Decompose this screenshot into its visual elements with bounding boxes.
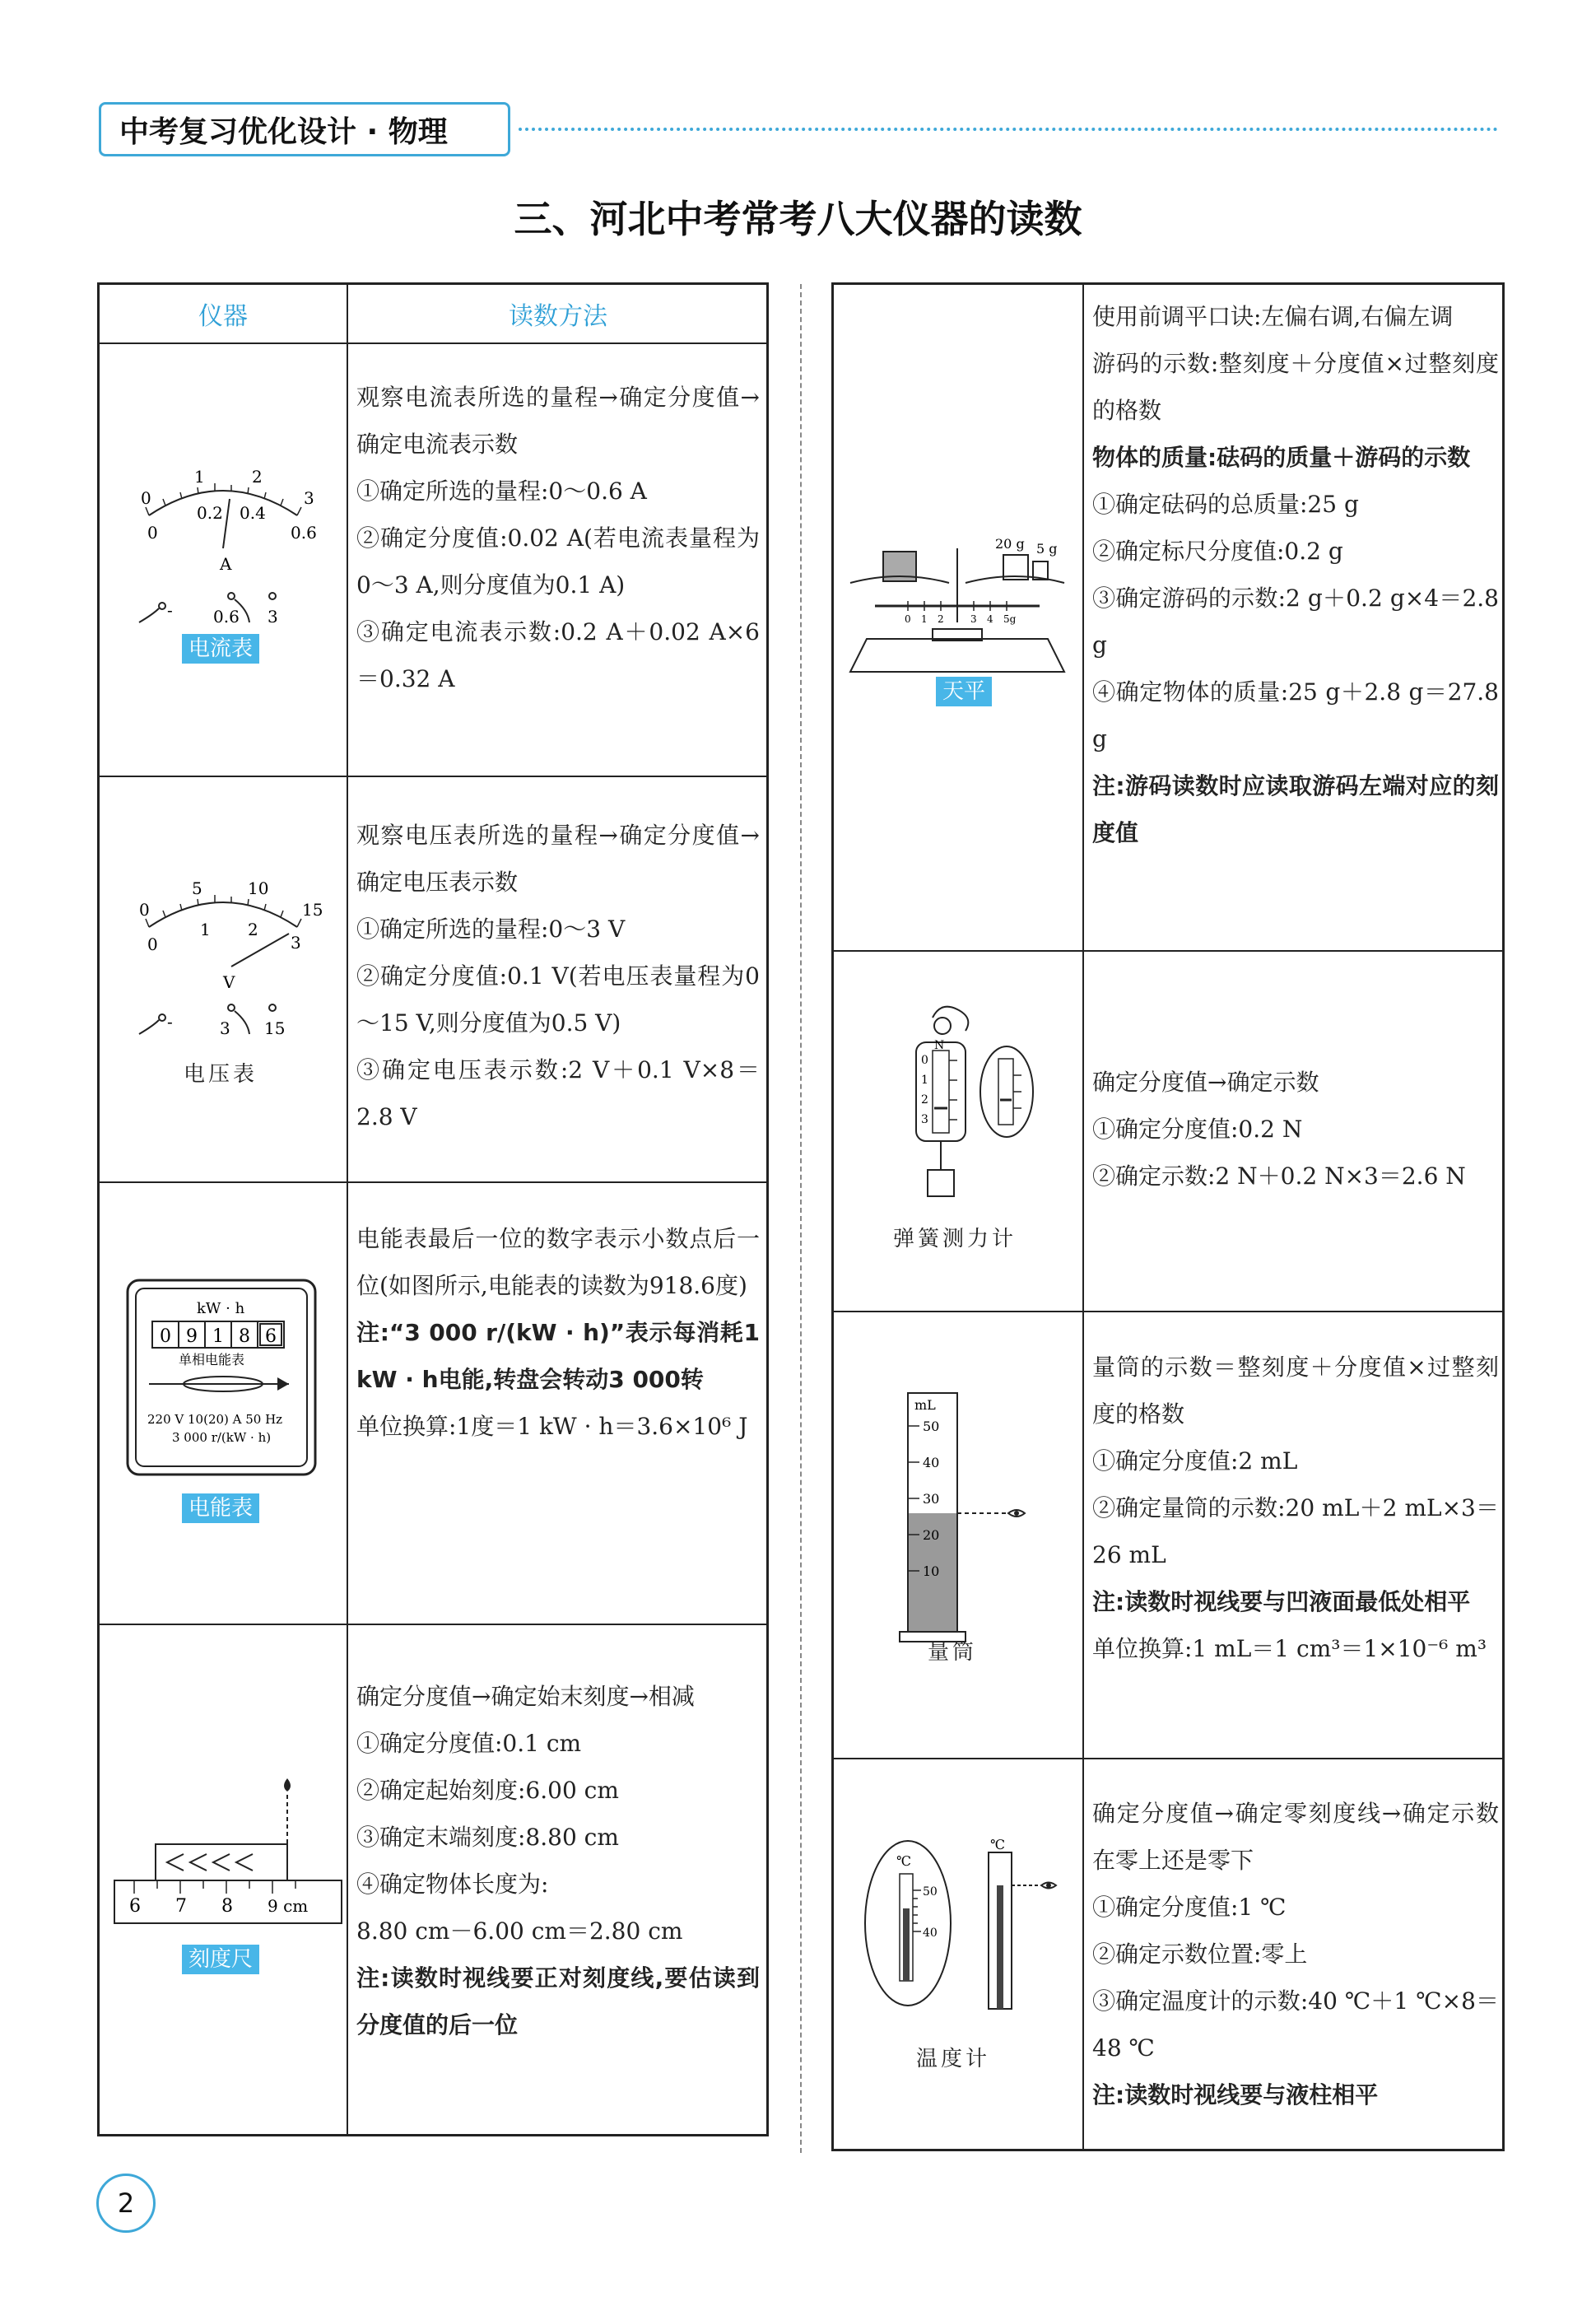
voltmeter-lower-2: 2 (248, 920, 258, 939)
voltmeter-terminal-neg: - (167, 1012, 173, 1032)
spring-tick-2: 2 (921, 1093, 928, 1107)
thermometer-figure (858, 1833, 1073, 2022)
ruler-method: 确定分度值→确定始末刻度→相减 ①确定分度值:0.1 cm ②确定起始刻度:6.00 cm ③确定末端刻度:8.80 cm ④确定物体长度为: 8.80 cm－6.00 cm＝2.80 cm 注:读数时视线要正对刻度线,要估读到分度值的后一位 (356, 1683, 760, 2038)
cylinder-tick-10: 10 (923, 1563, 940, 1579)
thermometer-tick-50: 50 (923, 1885, 938, 1899)
meter-rate: 3 000 r/(kW · h) (172, 1430, 272, 1445)
spring-scale-figure (883, 993, 1048, 1211)
label-balance: 天平 (936, 677, 992, 706)
column-divider (800, 284, 802, 2153)
ruler-tick-9: 9 cm (268, 1896, 309, 1916)
balance-tick-0: 0 (905, 613, 911, 625)
label-electric-meter: 电能表 (182, 1493, 259, 1523)
cylinder-tick-20: 20 (923, 1527, 940, 1543)
ammeter-upper-1: 1 (194, 467, 205, 487)
ammeter-figure (116, 441, 338, 639)
ammeter-unit: A (220, 554, 232, 574)
balance-tick-3: 3 (970, 613, 977, 625)
voltmeter-lower-3: 3 (291, 933, 301, 953)
page-number: 2 (96, 2174, 156, 2233)
spring-scale-method: 确定分度值→确定示数 ①确定分度值:0.2 N ②确定示数:2 N＋0.2 N×3＝2.6 N (1092, 1069, 1466, 1190)
meter-digit-0: 0 (160, 1326, 171, 1347)
book-title: 中考复习优化设计 · 物理 (119, 114, 448, 149)
book-title-box (99, 102, 510, 156)
voltmeter-figure (116, 853, 338, 1051)
label-voltmeter: 电压表 (184, 1062, 258, 1087)
voltmeter-upper-2: 10 (248, 878, 269, 898)
cylinder-method: 量筒的示数＝整刻度＋分度值×过整刻度的格数 ①确定分度值:2 mL ②确定量筒的示数:20 mL＋2 mL×3＝26 mL 注:读数时视线要与凹液面最低处相平 单位换算:1 mL＝1 cm³＝1×10⁻⁶ m³ (1092, 1354, 1499, 1662)
ammeter-upper-0: 0 (141, 488, 151, 508)
label-ruler: 刻度尺 (182, 1945, 259, 1974)
thermometer-zoom-unit: ℃ (896, 1853, 911, 1869)
label-cylinder: 量筒 (928, 1640, 978, 1665)
right-instrument-table (831, 282, 1505, 2151)
cylinder-unit: mL (914, 1397, 936, 1413)
voltmeter-method: 观察电压表所选的量程→确定分度值→确定电压表示数 ①确定所选的量程:0～3 V ②确定分度值:0.1 V(若电压表量程为0～15 V,则分度值为0.5 V) ③确定电压表示数:2 V＋0.1 V×8＝2.8 V (356, 822, 760, 1130)
balance-figure (842, 532, 1077, 680)
ammeter-upper-2: 2 (252, 467, 263, 487)
label-thermometer: 温度计 (916, 2047, 991, 2071)
col-header-instrument: 仪器 (198, 302, 248, 331)
voltmeter-lower-1: 1 (200, 920, 211, 939)
balance-method: 使用前调平口诀:左偏右调,右偏左调 游码的示数:整刻度＋分度值×过整刻度的格数 物体的质量:砝码的质量＋游码的示数 ①确定砝码的总质量:25 g ②确定标尺分度值:0.2 g ③确定游码的示数:2 g＋0.2 g×4＝2.8 g ④确定物体的质量:25 g＋2.8 g＝27.8 g 注:游码读数时应读取游码左端对应的刻度值 (1092, 303, 1499, 846)
ammeter-terminal-06: 0.6 (213, 607, 240, 627)
meter-digit-4: 6 (265, 1326, 277, 1347)
ruler-tick-7: 7 (175, 1896, 187, 1917)
header-dotted-rule (519, 128, 1498, 131)
voltmeter-lower-0: 0 (147, 934, 158, 954)
cylinder-tick-50: 50 (923, 1419, 940, 1434)
meter-digit-1: 9 (186, 1326, 198, 1347)
ammeter-lower-0: 0 (147, 523, 158, 543)
meter-name: 单相电能表 (179, 1352, 245, 1367)
voltmeter-upper-1: 5 (192, 878, 202, 898)
meter-digit-3: 8 (239, 1326, 250, 1347)
electric-meter-figure (124, 1277, 322, 1479)
ammeter-pointer (223, 499, 230, 548)
spring-tick-0: 0 (921, 1054, 928, 1067)
ammeter-terminal-3: 3 (268, 607, 278, 627)
balance-weight-5g: 5 g (1036, 541, 1058, 557)
ammeter-lower-2: 0.4 (240, 503, 266, 523)
meter-digit-2: 1 (212, 1326, 224, 1347)
thermometer-tick-40: 40 (923, 1927, 938, 1940)
voltmeter-upper-3: 15 (302, 900, 323, 920)
spring-tick-1: 1 (921, 1074, 928, 1087)
balance-tick-2: 2 (938, 613, 944, 625)
thermometer-unit: ℃ (990, 1837, 1005, 1852)
section-title: 三、河北中考常考八大仪器的读数 (514, 197, 1082, 241)
ruler-tick-6: 6 (129, 1896, 141, 1917)
balance-weight-20g: 20 g (995, 536, 1025, 552)
meter-spec: 220 V 10(20) A 50 Hz (147, 1412, 283, 1427)
meter-unit: kW · h (197, 1300, 245, 1317)
voltmeter-unit: V (223, 972, 235, 992)
voltmeter-upper-0: 0 (139, 900, 150, 920)
ruler-tick-8: 8 (221, 1896, 233, 1917)
balance-tick-1: 1 (921, 613, 928, 625)
ammeter-lower-1: 0.2 (197, 503, 223, 523)
spring-tick-3: 3 (921, 1113, 928, 1126)
label-ammeter: 电流表 (182, 634, 259, 664)
voltmeter-terminal-3: 3 (220, 1018, 230, 1038)
electric-meter-method: 电能表最后一位的数字表示小数点后一位(如图所示,电能表的读数为918.6度) 注:“3 000 r/(kW · h)”表示每消耗1 kW · h电能,转盘会转动3 000转 单位换算:1度＝1 kW · h＝3.6×10⁶ J (356, 1225, 760, 1440)
cylinder-tick-40: 40 (923, 1455, 940, 1470)
col-header-method: 读数方法 (509, 302, 607, 331)
balance-tick-5: 5g (1003, 613, 1017, 625)
label-spring-scale: 弹簧测力计 (893, 1227, 1017, 1251)
ammeter-method: 观察电流表所选的量程→确定分度值→确定电流表示数 ①确定所选的量程:0～0.6 A ②确定分度值:0.02 A(若电流表量程为 0～3 A,则分度值为0.1 A) ③确定电流表示数:0.2 A＋0.02 A×6＝0.32 A (356, 384, 760, 692)
cylinder-tick-30: 30 (923, 1491, 940, 1507)
ammeter-terminal-neg: - (167, 600, 173, 620)
cylinder-figure (883, 1388, 1064, 1660)
thermometer-method: 确定分度值→确定零刻度线→确定示数在零上还是零下 ①确定分度值:1 ℃ ②确定示数位置:零上 ③确定温度计的示数:40 ℃＋1 ℃×8＝48 ℃ 注:读数时视线要与液柱相平 (1092, 1800, 1499, 2108)
voltmeter-terminal-15: 15 (264, 1018, 286, 1038)
ammeter-lower-3: 0.6 (291, 523, 317, 543)
voltmeter-pointer (231, 934, 289, 967)
left-instrument-table (97, 282, 769, 2136)
ammeter-upper-3: 3 (304, 488, 314, 508)
balance-tick-4: 4 (987, 613, 993, 625)
ruler-figure (109, 1775, 348, 1931)
spring-unit: N (934, 1039, 945, 1052)
